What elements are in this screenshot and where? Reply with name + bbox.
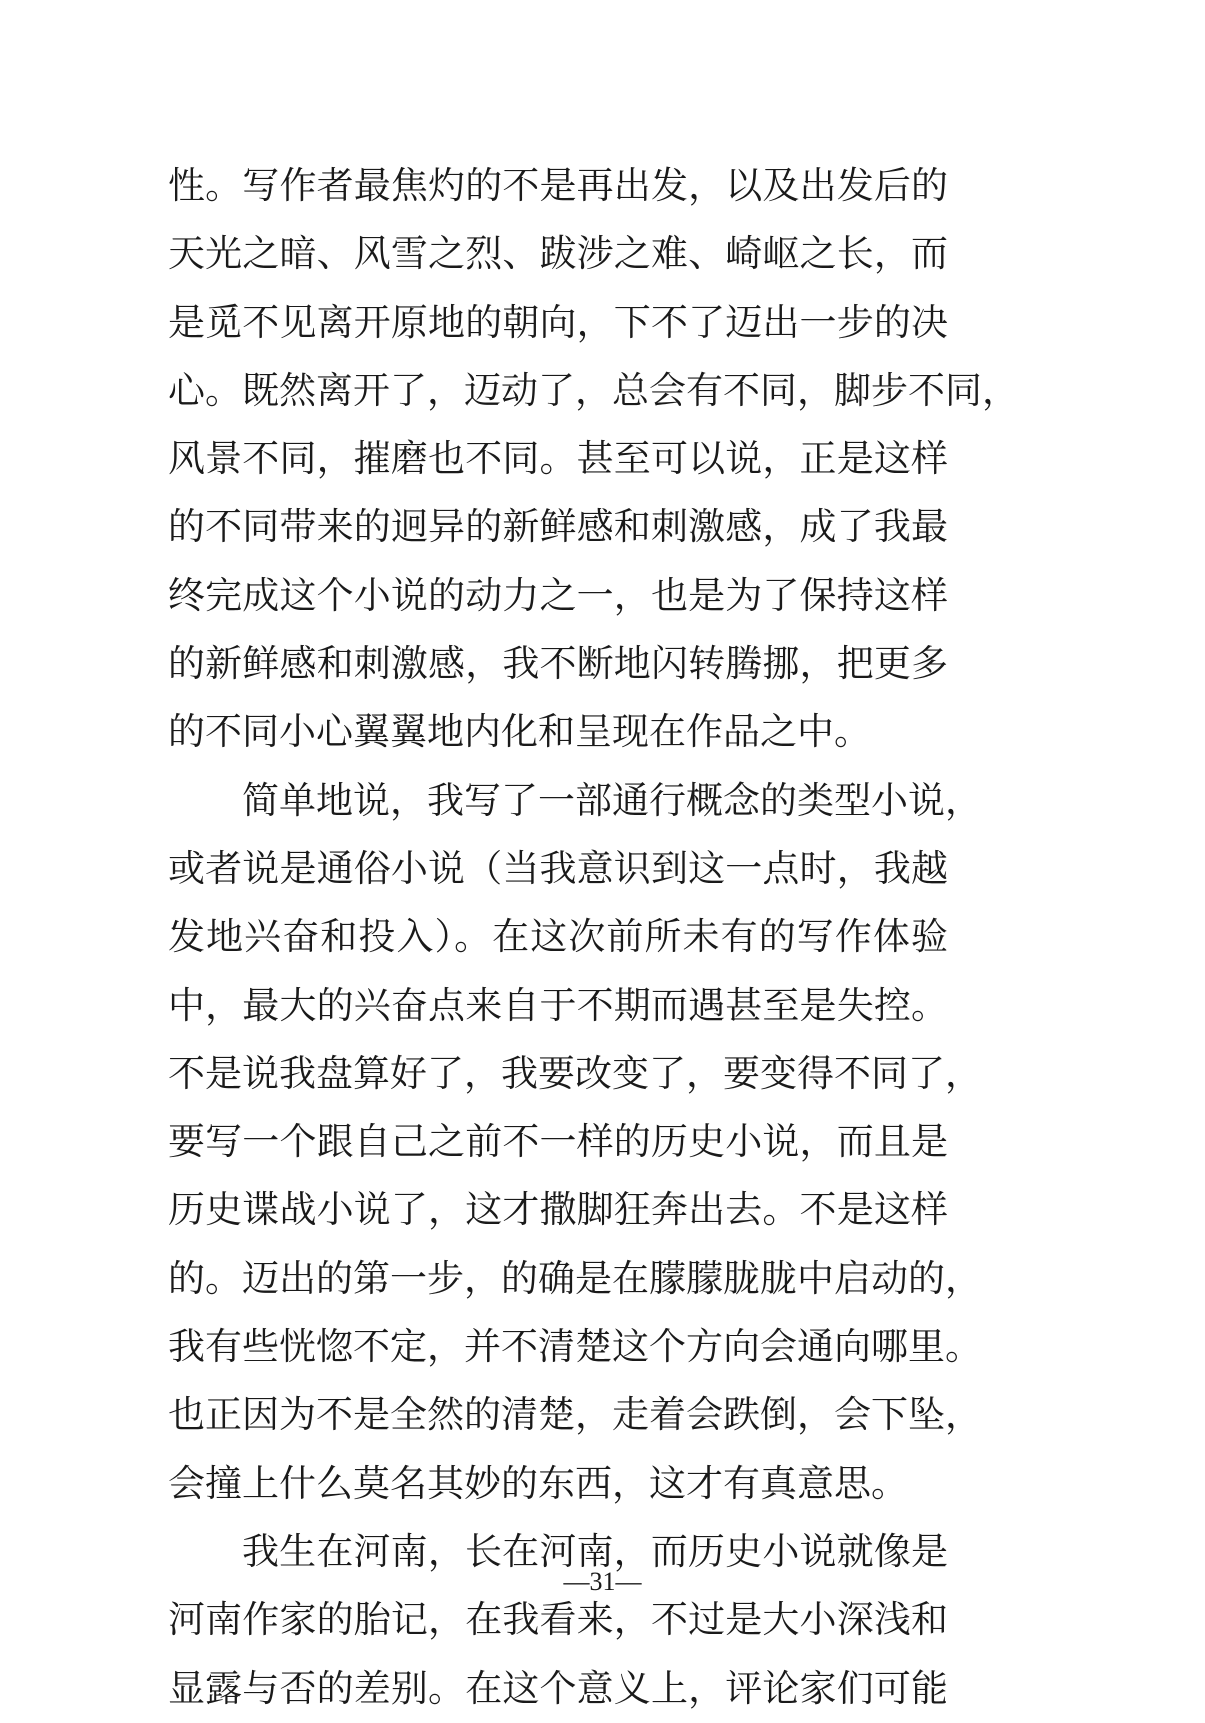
text-line: 的不同小心翼翼地内化和呈现在作品之中。 [168,710,871,754]
text-line: 我有些恍惚不定，并不清楚这个方向会通向哪里。 [168,1325,982,1369]
text-line: 或者说是通俗小说（当我意识到这一点时，我越 [168,846,948,890]
text-line: 心。既然离开了，迈动了，总会有不同，脚步不同， [168,368,1019,412]
text-line: 风景不同，摧磨也不同。甚至可以说，正是这样 [168,437,948,481]
page-number: —31— [563,1567,642,1596]
text-line: 历史谍战小说了，这才撒脚狂奔出去。不是这样 [168,1188,948,1232]
text-line: 发地兴奋和投入）。在这次前所未有的写作体验 [168,915,948,959]
text-line: 的不同带来的迥异的新鲜感和刺激感，成了我最 [168,505,948,549]
text-line: 的。迈出的第一步，的确是在朦朦胧胧中启动的， [168,1256,982,1300]
text-line: 天光之暗、风雪之烈、跋涉之难、崎岖之长，而 [168,232,948,276]
body-text [168,152,1019,1723]
paragraph-1 [168,152,1019,767]
text-line: 是觅不见离开原地的朝向，下不了迈出一步的决 [168,300,948,344]
paragraph-2 [168,767,982,1518]
text-line: 要写一个跟自己之前不一样的历史小说，而且是 [168,1120,948,1164]
text-line: 我生在河南，长在河南，而历史小说就像是 [242,1529,948,1573]
text-line: 显露与否的差别。在这个意义上，评论家们可能 [168,1666,948,1710]
text-line: 的新鲜感和刺激感，我不断地闪转腾挪，把更多 [168,642,948,686]
text-line: 终完成这个小说的动力之一，也是为了保持这样 [168,573,948,617]
text-line: 中，最大的兴奋点来自于不期而遇甚至是失控。 [168,983,948,1027]
text-line: 不是说我盘算好了，我要改变了，要变得不同了， [168,1051,982,1095]
text-line: 河南作家的胎记，在我看来，不过是大小深浅和 [168,1598,948,1642]
paragraph-3 [168,1518,948,1723]
text-line: 性。写作者最焦灼的不是再出发，以及出发后的 [168,164,948,207]
text-line: 会撞上什么莫名其妙的东西，这才有真意思。 [168,1461,908,1505]
text-line: 简单地说，我写了一部通行概念的类型小说， [242,778,982,822]
text-line: 也正因为不是全然的清楚，走着会跌倒，会下坠， [168,1393,982,1437]
